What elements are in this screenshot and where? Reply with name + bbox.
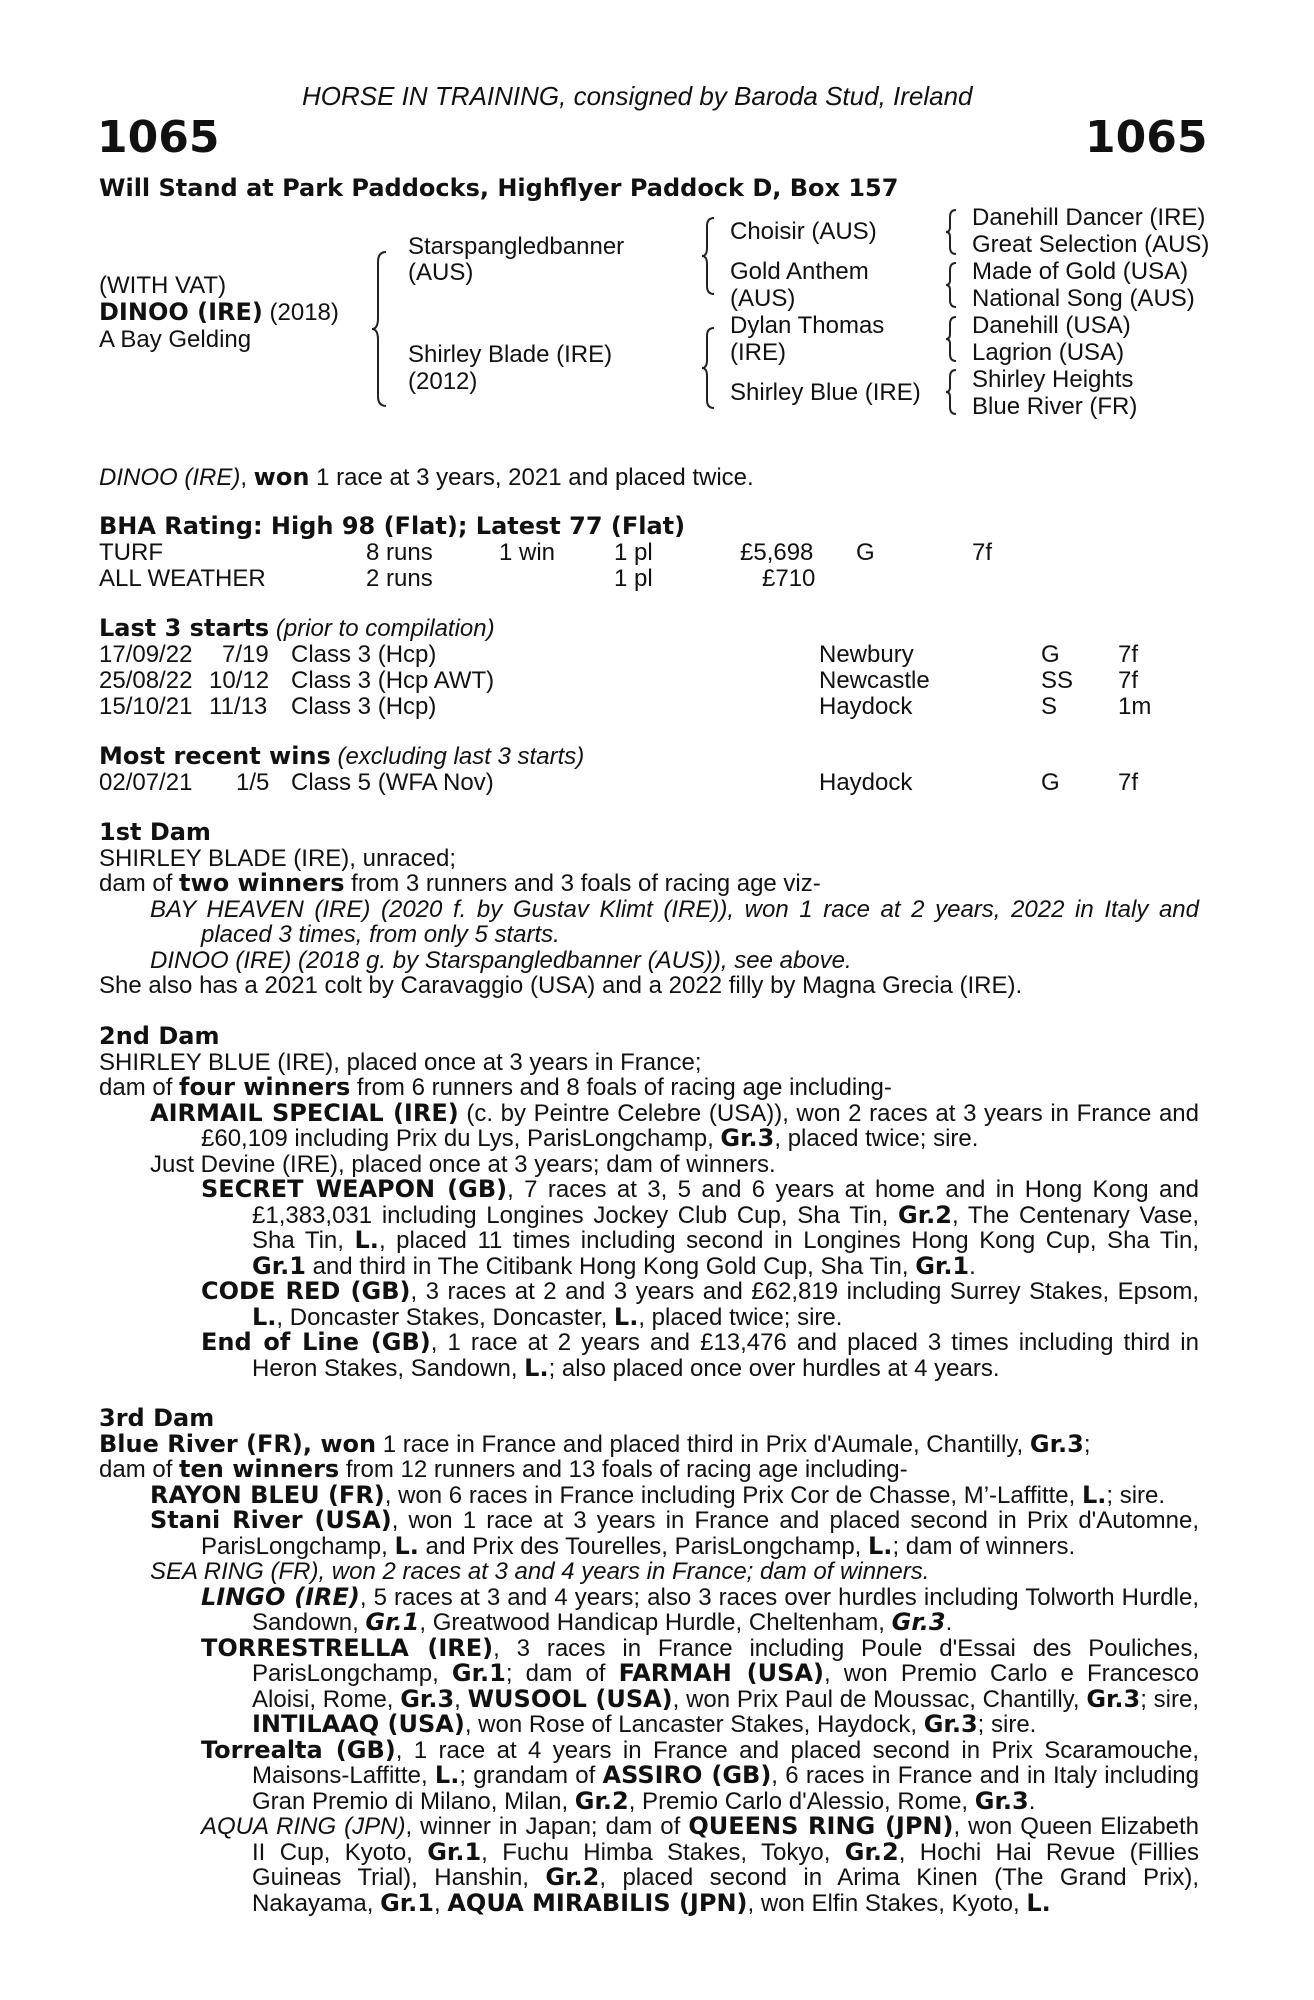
horse-name: ASSIRO (GB) <box>602 1761 772 1789</box>
text: , Hochi Hai Revue (Fillies Guineas Trial), Hanshin, <box>252 1838 1200 1891</box>
horse-name: Blue River (FR) <box>99 1429 303 1458</box>
rating-distance: 7f <box>972 539 993 566</box>
grade: L. <box>434 1761 460 1789</box>
dam-name: Shirley Blade (IRE) <box>408 341 613 368</box>
horse-name: AQUA RING (JPN) <box>201 1813 406 1840</box>
start-date: 17/09/22 <box>99 641 193 668</box>
vat-note: (WITH VAT) <box>99 272 227 299</box>
grade: L. <box>252 1302 277 1331</box>
gg-5: Danehill (USA) <box>972 312 1131 339</box>
horse-name: AQUA MIRABILIS (JPN) <box>447 1888 748 1917</box>
text: and Prix des Tourelles, ParisLongchamp, <box>418 1532 869 1560</box>
lot-number-right: 1065 <box>1085 112 1208 163</box>
text: , Fuchu Himba Stakes, Tokyo, <box>481 1838 845 1866</box>
won-label: , won <box>302 1429 377 1458</box>
text: ; also placed once over hurdles at 4 years. <box>548 1354 1000 1382</box>
summary-horse: DINOO (IRE) <box>99 464 241 491</box>
dams-sire-name: Dylan Thomas <box>730 312 885 339</box>
grade: Gr.2 <box>898 1200 952 1229</box>
win-going: G <box>1041 769 1060 796</box>
dam-year: (2012) <box>408 368 478 395</box>
produce-dinoo: DINOO (IRE) (2018 g. by Starspangledbanner (AUS)), see above. <box>150 946 852 974</box>
grade: Gr.3 <box>400 1684 455 1713</box>
horse-name: INTILAAQ (USA) <box>252 1710 465 1738</box>
text: from 3 runners and 3 foals of racing age viz- <box>344 870 821 897</box>
grade: Gr.1 <box>365 1608 420 1636</box>
grade: Gr.3 <box>891 1608 946 1636</box>
text: ; sire, <box>1140 1685 1200 1713</box>
grade: L. <box>394 1531 419 1560</box>
produce-sea-ring: SEA RING (FR), won 2 races at 3 and 4 years in France; dam of winners. <box>150 1558 930 1585</box>
produce-lingo <box>99 1582 1199 1636</box>
pedigree-brace-sire <box>700 214 718 298</box>
start-dist: 7f <box>1118 667 1139 694</box>
text: , Greatwood Handicap Hurdle, Cheltenham, <box>419 1609 892 1636</box>
third-dam-section <box>99 1406 1199 1916</box>
sire-name: Starspangledbanner <box>408 233 625 260</box>
start-race: Class 3 (Hcp AWT) <box>291 667 495 694</box>
rating-runs: 8 runs <box>366 539 433 566</box>
horse-name: DINOO (IRE) <box>99 298 263 326</box>
start-course: Haydock <box>819 693 913 720</box>
produce-end-of-line <box>99 1330 1199 1381</box>
grade: L. <box>1081 1480 1107 1509</box>
second-dam-heading: 2nd Dam <box>99 1022 220 1050</box>
produce-rayon-bleu <box>99 1480 1199 1509</box>
text: . <box>945 1609 953 1636</box>
produce-just-devine: Just Devine (IRE), placed once at 3 years; dam of winners. <box>150 1150 776 1178</box>
text: ; <box>1083 1430 1091 1458</box>
text: ; grandam of <box>459 1762 603 1789</box>
horse-name: LINGO (IRE) <box>201 1582 360 1611</box>
text: ; sire. <box>1106 1481 1166 1509</box>
winners-count: two winners <box>179 869 345 897</box>
rating-runs: 2 runs <box>366 565 433 592</box>
horse-name: WUSOOL (USA) <box>467 1684 673 1713</box>
produce-stani-river <box>99 1508 1199 1559</box>
start-going: G <box>1041 641 1060 668</box>
start-race: Class 3 (Hcp) <box>291 693 437 720</box>
win-date: 02/07/21 <box>99 769 193 796</box>
start-course: Newcastle <box>819 667 930 694</box>
win-course: Haydock <box>819 769 913 796</box>
stand-location: Will Stand at Park Paddocks, Highflyer Paddock D, Box 157 <box>99 174 899 202</box>
grade: Gr.1 <box>380 1888 434 1917</box>
text: ; sire. <box>977 1711 1037 1738</box>
text: , 3 races at 2 and 3 years and £62,819 including Surrey Stakes, Epsom, <box>410 1278 1199 1305</box>
text: , won Premio Carlo e Francesco Aloisi, Rome, <box>252 1660 1200 1713</box>
gg-2: Great Selection (AUS) <box>972 231 1210 258</box>
sires-sire: Choisir (AUS) <box>730 218 877 245</box>
text: , 5 races at 3 and 4 years; also 3 races over hurdles including Tolworth Hurdle, Sandown, <box>252 1583 1199 1636</box>
grade: L. <box>354 1226 379 1254</box>
last-starts-note: (prior to compilation) <box>269 615 495 642</box>
consignment-line: HORSE IN TRAINING, consigned by Baroda Stud, Ireland <box>302 81 973 111</box>
rating-going: G <box>856 539 875 566</box>
sires-dam-origin: (AUS) <box>730 285 796 312</box>
gg-6: Lagrion (USA) <box>972 339 1125 366</box>
text: . <box>1028 1787 1036 1815</box>
pedigree-brace-gs1 <box>944 207 960 257</box>
text: , won 1 race at 3 years in France and placed second in Prix d'Automne, ParisLongchamp, <box>201 1507 1199 1560</box>
start-going: S <box>1041 693 1058 720</box>
sires-dam-name: Gold Anthem <box>730 258 869 285</box>
recent-wins-note: (excluding last 3 starts) <box>330 743 585 770</box>
pedigree-brace-gd1 <box>944 260 960 310</box>
gg-1: Danehill Dancer (IRE) <box>972 204 1206 231</box>
grade: Gr.1 <box>252 1251 306 1280</box>
first-dam-line: SHIRLEY BLADE (IRE), unraced; <box>99 844 457 872</box>
text: , Doncaster Stakes, Doncaster, <box>276 1303 614 1331</box>
horse-name: CODE RED (GB) <box>201 1277 411 1305</box>
text: , 6 races in France and in Italy including Gran Premio di Milano, Milan, <box>252 1762 1199 1815</box>
gg-4: National Song (AUS) <box>972 285 1195 312</box>
text: , 7 races at 3, 5 and 6 years at home and in Hong Kong and £1,383,031 including Longines Jockey Club Cup, Sha Tin, <box>252 1176 1200 1229</box>
text: from 12 runners and 13 foals of racing age including- <box>339 1456 908 1483</box>
start-race: Class 3 (Hcp) <box>291 641 437 668</box>
rating-surface: ALL WEATHER <box>99 565 266 592</box>
third-dam-heading: 3rd Dam <box>99 1404 215 1432</box>
grade: L. <box>524 1353 549 1382</box>
grade: Gr.1 <box>427 1837 482 1866</box>
winners-count: ten winners <box>179 1455 340 1483</box>
produce-bay-heaven: BAY HEAVEN (IRE) (2020 f. by Gustav Klimt (IRE)), won 1 race at 2 years, 2022 in Italy and placed 3 times, from only 5 starts. <box>150 895 1199 948</box>
start-dist: 7f <box>1118 641 1139 668</box>
horse-name: Stani River (USA) <box>150 1506 392 1534</box>
text: . <box>969 1252 976 1280</box>
rating-placed: 1 pl <box>614 539 653 566</box>
text: from 6 runners and 8 foals of racing age including- <box>350 1074 892 1101</box>
horse-name: End of Line (GB) <box>201 1328 431 1356</box>
sire-origin: (AUS) <box>408 259 474 286</box>
text: , <box>454 1685 468 1713</box>
text: , 1 race at 2 years and £13,476 and placed 3 times including third in Heron Stakes, Sandown, <box>252 1329 1199 1382</box>
gg-7: Shirley Heights <box>972 366 1134 393</box>
text: ; dam of <box>505 1660 619 1687</box>
grade: Gr.3 <box>1086 1684 1141 1713</box>
pedigree-brace-gs2 <box>944 314 960 364</box>
start-going: SS <box>1041 667 1074 694</box>
text: , placed twice; sire. <box>638 1303 843 1331</box>
text: dam of <box>99 870 180 897</box>
text: , won Rose of Lancaster Stakes, Haydock, <box>464 1711 924 1738</box>
win-dist: 7f <box>1118 769 1139 796</box>
produce-torrestrella <box>99 1633 1200 1738</box>
produce-code-red <box>99 1279 1199 1330</box>
text: , Premio Carlo d'Alessio, Rome, <box>628 1787 975 1815</box>
rating-placed: 1 pl <box>614 565 653 592</box>
start-pos: 11/13 <box>209 693 268 720</box>
summary-text: 1 race at 3 years, 2021 and placed twice. <box>309 464 754 491</box>
horse-name: Torrealta (GB) <box>201 1735 396 1764</box>
produce-secret-weapon <box>99 1177 1199 1279</box>
horse-description: A Bay Gelding <box>99 326 252 353</box>
gg-8: Blue River (FR) <box>972 393 1138 420</box>
text: , placed twice; sire. <box>774 1125 979 1152</box>
text: (c. by Peintre Celebre (USA)), won 2 races at 3 years in France and £60,109 including Prix du Lys, ParisLongchamp, <box>201 1099 1199 1152</box>
text: , winner in Japan; dam of <box>405 1813 689 1840</box>
text: , placed second in Arima Kinen (The Grand Prix), Nakayama, <box>252 1864 1200 1917</box>
horse-name: RAYON BLEU (FR) <box>150 1480 385 1509</box>
produce-airmail-special <box>99 1098 1199 1152</box>
text: , <box>434 1889 448 1917</box>
horse-name: QUEENS RING (JPN) <box>688 1812 954 1840</box>
text: dam of <box>99 1456 180 1483</box>
start-date: 25/08/22 <box>99 667 193 694</box>
grade: L. <box>868 1531 893 1560</box>
start-pos: 7/19 <box>222 641 269 668</box>
horse-name: FARMAH (USA) <box>618 1659 824 1687</box>
lot-number-left: 1065 <box>97 112 220 163</box>
text: , 1 race at 4 years in France and placed second in Prix Scaramouche, Maisons-Laffitte, <box>252 1736 1199 1789</box>
start-course: Newbury <box>819 641 914 668</box>
text: and third in The Citibank Hong Kong Gold Cup, Sha Tin, <box>305 1252 916 1280</box>
produce-aqua-ring <box>99 1814 1199 1916</box>
gg-3: Made of Gold (USA) <box>972 258 1189 285</box>
text: , won 6 races in France including Prix Cor de Chasse, M’-Laffitte, <box>384 1481 1082 1509</box>
dams-dam: Shirley Blue (IRE) <box>730 379 921 406</box>
third-dam-produce <box>99 1457 1199 1483</box>
text: dam of <box>99 1074 180 1101</box>
pedigree-brace-gd2 <box>944 367 960 417</box>
start-date: 15/10/21 <box>99 693 193 720</box>
text: ; dam of winners. <box>892 1532 1076 1560</box>
text: , The Centenary Vase, Sha Tin, <box>252 1201 1200 1254</box>
grade: Gr.2 <box>545 1863 600 1891</box>
horse-year: (2018) <box>269 299 339 326</box>
rating-prize: £5,698 <box>740 539 814 566</box>
recent-wins-heading <box>99 744 584 770</box>
grade: Gr.3 <box>923 1710 978 1738</box>
horse-name: SECRET WEAPON (GB) <box>201 1175 508 1203</box>
dams-sire-origin: (IRE) <box>730 339 786 366</box>
rating-heading: BHA Rating: High 98 (Flat); Latest 77 (Flat) <box>99 512 686 540</box>
summary-won: won <box>253 463 310 491</box>
start-pos: 10/12 <box>209 667 270 694</box>
grade: Gr.3 <box>974 1786 1029 1815</box>
rating-prize: £710 <box>762 565 816 592</box>
first-dam-section <box>99 820 1199 999</box>
pedigree-brace-dam <box>700 324 718 412</box>
race-summary: DINOO (IRE), won 1 race at 3 years, 2021 and placed twice. <box>99 463 754 491</box>
win-race: Class 5 (WFA Nov) <box>291 769 494 796</box>
second-dam-line: SHIRLEY BLUE (IRE), placed once at 3 years in France; <box>99 1048 702 1076</box>
grade: Gr.3 <box>720 1124 775 1152</box>
first-dam-note: She also has a 2021 colt by Caravaggio (USA) and a 2022 filly by Magna Grecia (IRE). <box>99 972 1023 999</box>
pedigree-brace-main <box>370 248 390 410</box>
rating-surface: TURF <box>99 539 163 566</box>
text: , won Elfin Stakes, Kyoto, <box>747 1889 1027 1917</box>
text: , won Queen Elizabeth II Cup, Kyoto, <box>252 1813 1199 1866</box>
second-dam-section <box>99 1024 1199 1381</box>
grade: Gr.3 <box>1029 1429 1084 1458</box>
text: , won Prix Paul de Moussac, Chantilly, <box>672 1685 1087 1713</box>
grade: Gr.1 <box>915 1251 970 1280</box>
start-dist: 1m <box>1118 693 1152 720</box>
text: , placed 11 times including second in Longines Hong Kong Cup, Sha Tin, <box>378 1227 1200 1254</box>
winners-count: four winners <box>179 1073 351 1101</box>
second-dam-produce <box>99 1075 1199 1101</box>
horse-name: AIRMAIL SPECIAL (IRE) <box>150 1098 459 1127</box>
text: 1 race in France and placed third in Prix d'Aumale, Chantilly, <box>376 1430 1030 1458</box>
horse-name: TORRESTRELLA (IRE) <box>201 1633 494 1662</box>
win-pos: 1/5 <box>236 769 270 796</box>
grade: Gr.2 <box>844 1837 899 1866</box>
rating-wins: 1 win <box>499 539 556 566</box>
third-dam-line <box>99 1429 1199 1458</box>
grade: L. <box>1026 1888 1051 1917</box>
grade: L. <box>613 1302 639 1331</box>
horse-name-line <box>99 300 339 326</box>
last-starts-title: Last 3 starts <box>99 614 270 642</box>
first-dam-heading: 1st Dam <box>99 818 211 846</box>
grade: Gr.1 <box>451 1659 506 1687</box>
last-starts-heading <box>99 616 495 642</box>
text: , 3 races in France including Poule d'Essai des Pouliches, ParisLongchamp, <box>252 1634 1200 1687</box>
grade: Gr.2 <box>574 1786 629 1815</box>
produce-torrealta <box>99 1735 1199 1815</box>
recent-wins-title: Most recent wins <box>99 742 331 770</box>
first-dam-produce <box>99 871 1199 897</box>
